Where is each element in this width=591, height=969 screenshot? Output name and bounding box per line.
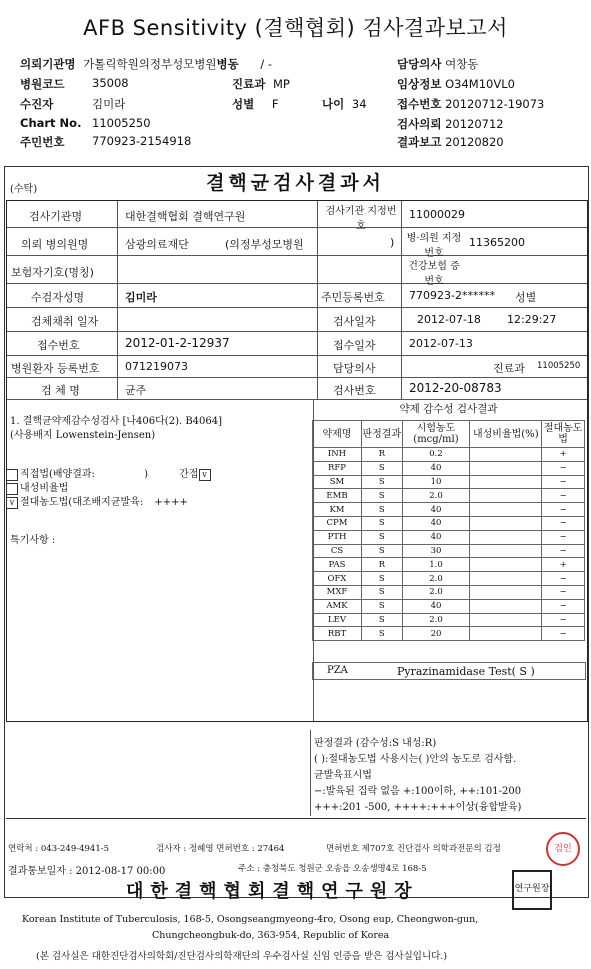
referrer-value: 가톨릭학원의정부성모병원 bbox=[83, 57, 217, 71]
accept-label: 접수번호 bbox=[397, 97, 442, 111]
examno-label: 검사번호 bbox=[333, 384, 376, 397]
resist-label: 내성비율법 bbox=[20, 483, 69, 494]
collect-label: 검체채취 일자 bbox=[31, 315, 99, 328]
exam-time: 12:29:27 bbox=[507, 313, 557, 326]
ref-label: 의뢰 병의원명 bbox=[21, 238, 89, 251]
lab-label: 검사기관명 bbox=[29, 210, 83, 223]
exam-label: 검사일자 bbox=[333, 315, 376, 328]
ratio-value bbox=[470, 613, 542, 627]
director-stamp: 연구원장 bbox=[512, 870, 552, 910]
ratio-value bbox=[470, 558, 542, 572]
header-conc: 시험농도(mcg/ml) bbox=[402, 421, 470, 448]
result-row bbox=[313, 627, 585, 641]
rrn-value: 770923-2154918 bbox=[92, 134, 192, 148]
ins-label: 보험자기호(명칭) bbox=[11, 266, 94, 279]
chart-value: 11005250 bbox=[92, 116, 151, 130]
judge-line-5: +++:201 -500, ++++:+++이상(융합발육) bbox=[314, 802, 522, 813]
conc-value: 40 bbox=[402, 599, 470, 613]
drug-name: AMK bbox=[313, 599, 362, 613]
ratio-value bbox=[470, 489, 542, 503]
absolute-value: − bbox=[542, 503, 585, 517]
dept-label: 진료과 bbox=[232, 77, 266, 91]
absolute-value: − bbox=[542, 572, 585, 586]
result-row bbox=[313, 516, 585, 530]
test-line: 1. 결핵균약제감수성검사 [나406다(2). B4064] bbox=[10, 416, 223, 427]
judge-value: R bbox=[361, 558, 402, 572]
address-kr: 주소 : 충청북도 청원군 오송읍 오송생명4로 168-5 bbox=[238, 864, 427, 874]
ins-no-label: 건강보험 증번호 bbox=[408, 261, 460, 287]
conc-value: 20 bbox=[402, 627, 470, 641]
judge-value: S bbox=[361, 530, 402, 544]
medium-line: (사용배지 Lowenstein-Jensen) bbox=[10, 430, 156, 441]
accept-value: 20120712-19073 bbox=[445, 97, 545, 111]
ratio-value bbox=[470, 544, 542, 558]
sex-doc-label: 성별 bbox=[515, 291, 537, 304]
judge-value: S bbox=[361, 503, 402, 517]
accdate-label: 접수일자 bbox=[333, 339, 376, 352]
absolute-value: ++++ bbox=[154, 497, 188, 508]
absolute-checkbox[interactable]: v bbox=[6, 497, 18, 509]
judge-value: S bbox=[361, 599, 402, 613]
result-row bbox=[313, 503, 585, 517]
absolute-value: − bbox=[542, 489, 585, 503]
patient-label: 수진자 bbox=[20, 97, 54, 111]
judge-value: S bbox=[361, 475, 402, 489]
direct-label: 직접법(배양결과: bbox=[20, 469, 95, 480]
lab-no-label: 검사기관 지정번호 bbox=[325, 206, 397, 232]
footer-note: (본 검사실은 대한진단검사의학회/진단검사의학재단의 우수검사실 신임 인증을 받은 검사실입니다.) bbox=[36, 951, 448, 962]
conc-value: 40 bbox=[402, 516, 470, 530]
judge-box bbox=[310, 730, 587, 816]
absolute-value: + bbox=[542, 558, 585, 572]
exam-value: 2012-07-18 bbox=[417, 313, 481, 326]
ward-label: 병동 bbox=[216, 57, 239, 71]
header-judge: 판정결과 bbox=[361, 421, 402, 448]
contact: 연락처 : 043-249-4941-5 bbox=[8, 844, 110, 854]
license: 면허번호 제707호 진단검사 의학과전문의 김정 bbox=[326, 844, 501, 854]
indirect-label: 간접 bbox=[179, 469, 199, 480]
ratio-value bbox=[470, 627, 542, 641]
drug-name: SM bbox=[313, 475, 362, 489]
conc-value: 2.0 bbox=[402, 489, 470, 503]
address-en-1: Korean Institute of Tuberculosis, 168-5, Osongseangmyeong-4ro, Osong eup, Cheongwon-gun, bbox=[22, 914, 479, 925]
judge-value: S bbox=[361, 613, 402, 627]
judge-line-2: ( ):절대농도법 사용시는( )안의 농도로 검사함. bbox=[314, 754, 517, 765]
conc-value: 2.0 bbox=[402, 585, 470, 599]
indirect-checkbox[interactable]: v bbox=[199, 469, 211, 481]
conc-value: 40 bbox=[402, 461, 470, 475]
drug-name: RFP bbox=[313, 461, 362, 475]
drug-name: PAS bbox=[313, 558, 362, 572]
pza-row bbox=[312, 662, 586, 680]
rrn-doc-label: 주민등록번호 bbox=[321, 291, 385, 304]
result-row bbox=[313, 448, 585, 462]
drug-name: LEV bbox=[313, 613, 362, 627]
absolute-value: − bbox=[542, 599, 585, 613]
ratio-value bbox=[470, 516, 542, 530]
sex-label: 성별 bbox=[232, 97, 255, 111]
hospcode-value: 35008 bbox=[92, 76, 129, 90]
conc-value: 10 bbox=[402, 475, 470, 489]
name-value: 김미라 bbox=[125, 291, 157, 304]
absolute-value: − bbox=[542, 585, 585, 599]
result-row bbox=[313, 613, 585, 627]
ratio-value bbox=[470, 475, 542, 489]
ratio-value bbox=[470, 585, 542, 599]
drug-name: INH bbox=[313, 448, 362, 462]
conc-value: 40 bbox=[402, 503, 470, 517]
header-ratio: 내성비율법(%) bbox=[470, 421, 542, 448]
judge-value: S bbox=[361, 489, 402, 503]
reqdate-value: 20120712 bbox=[445, 117, 504, 131]
special-notes: 특기사항 : bbox=[10, 535, 56, 546]
judge-value: S bbox=[361, 627, 402, 641]
ratio-value bbox=[470, 503, 542, 517]
judge-line-4: −:발육된 집락 없음 +:100이하, ++:101-200 bbox=[314, 786, 522, 797]
result-row bbox=[313, 489, 585, 503]
ward-value: / - bbox=[260, 57, 273, 71]
conc-value: 0.2 bbox=[402, 448, 470, 462]
result-body bbox=[313, 448, 585, 641]
dept-doc-value: 11005250 bbox=[537, 361, 581, 371]
conc-value: 40 bbox=[402, 530, 470, 544]
reqdate-label: 검사의뢰 bbox=[397, 117, 442, 131]
drug-name: OFX bbox=[313, 572, 362, 586]
doctor-value: 여창동 bbox=[445, 57, 479, 71]
examiner: 검사자 : 정혜영 면허번호 : 27464 bbox=[156, 844, 285, 854]
conc-value: 1.0 bbox=[402, 558, 470, 572]
acc-label: 접수번호 bbox=[37, 339, 80, 352]
absolute-label: 절대농도법(대조배지균발육: bbox=[20, 497, 144, 508]
ratio-value bbox=[470, 599, 542, 613]
result-row bbox=[313, 585, 585, 599]
chart-label: Chart No. bbox=[20, 116, 82, 130]
hosreg-label: 병원환자 등록번호 bbox=[11, 362, 100, 375]
result-header-row bbox=[313, 421, 585, 448]
header-absolute: 절대농도법 bbox=[542, 421, 585, 448]
report-date: 결과통보일자 : 2012-08-17 00:00 bbox=[8, 866, 166, 877]
result-title: 약제 감수성 검사결과 bbox=[399, 403, 498, 415]
divider bbox=[6, 818, 586, 819]
result-table bbox=[312, 420, 585, 641]
ref-no-value: 11365200 bbox=[469, 236, 525, 249]
conc-value: 2.0 bbox=[402, 613, 470, 627]
absolute-value: − bbox=[542, 475, 585, 489]
absolute-value: + bbox=[542, 448, 585, 462]
doc-heading: 결핵균검사결과서 bbox=[206, 172, 385, 194]
absolute-value: − bbox=[542, 544, 585, 558]
lab-no-value: 11000029 bbox=[409, 208, 465, 221]
clinical-value: O34M10VL0 bbox=[445, 77, 515, 91]
spec-label: 검 체 명 bbox=[41, 384, 80, 397]
rrn-label: 주민번호 bbox=[20, 135, 65, 149]
ref-value: 삼광의료재단 bbox=[125, 238, 189, 251]
dept-doc-label: 진료과 bbox=[493, 362, 525, 375]
ratio-value bbox=[470, 448, 542, 462]
direct-close: ) bbox=[144, 469, 148, 480]
absolute-value: − bbox=[542, 461, 585, 475]
drug-name: CPM bbox=[313, 516, 362, 530]
page-title: AFB Sensitivity (결핵협회) 검사결과보고서 bbox=[83, 16, 508, 40]
result-row bbox=[313, 558, 585, 572]
result-row bbox=[313, 475, 585, 489]
result-row bbox=[313, 530, 585, 544]
absolute-row bbox=[6, 493, 188, 509]
drug-name: EMB bbox=[313, 489, 362, 503]
pza-value: Pyrazinamidase Test( S ) bbox=[397, 665, 535, 678]
drug-name: CS bbox=[313, 544, 362, 558]
result-row bbox=[313, 461, 585, 475]
hosreg-value: 071219073 bbox=[125, 360, 188, 373]
absolute-value: − bbox=[542, 516, 585, 530]
examno-value: 2012-20-08783 bbox=[409, 381, 502, 395]
absolute-value: − bbox=[542, 613, 585, 627]
judge-value: S bbox=[361, 572, 402, 586]
accdate-value: 2012-07-13 bbox=[409, 337, 473, 350]
spec-value: 균주 bbox=[125, 384, 147, 397]
result-row bbox=[313, 599, 585, 613]
ratio-value bbox=[470, 572, 542, 586]
conc-value: 30 bbox=[402, 544, 470, 558]
hospcode-label: 병원코드 bbox=[20, 77, 65, 91]
name-label: 수검자성명 bbox=[31, 291, 85, 304]
sex-value: F bbox=[271, 97, 279, 111]
dept-value: MP bbox=[272, 77, 290, 91]
judge-line-1: 판정결과 (감수성:S 내성:R) bbox=[314, 738, 437, 749]
judge-value: S bbox=[361, 585, 402, 599]
result-row bbox=[313, 544, 585, 558]
doctor-label: 담당의사 bbox=[397, 57, 442, 71]
acc-value: 2012-01-2-12937 bbox=[125, 336, 230, 350]
report-label: 결과보고 bbox=[397, 135, 442, 149]
judge-value: R bbox=[361, 448, 402, 462]
result-row bbox=[313, 572, 585, 586]
referrer-label: 의뢰기관명 bbox=[20, 57, 76, 71]
institute-name: 대한결핵협회결핵연구원장 bbox=[126, 881, 419, 902]
judge-value: S bbox=[361, 516, 402, 530]
doc-tag: (수탁) bbox=[10, 184, 38, 195]
drug-name: KM bbox=[313, 503, 362, 517]
patient-value: 김미라 bbox=[92, 97, 126, 111]
drug-name: RBT bbox=[313, 627, 362, 641]
clinical-label: 임상정보 bbox=[397, 77, 442, 91]
age-value: 34 bbox=[351, 97, 367, 111]
referrer-row bbox=[20, 56, 272, 72]
doc-label: 담당의사 bbox=[333, 362, 376, 375]
age-label: 나이 bbox=[322, 97, 345, 111]
absolute-value: − bbox=[542, 627, 585, 641]
conc-value: 2.0 bbox=[402, 572, 470, 586]
absolute-value: − bbox=[542, 530, 585, 544]
judge-value: S bbox=[361, 461, 402, 475]
pza-label: PZA bbox=[327, 665, 348, 676]
report-value: 20120820 bbox=[445, 135, 504, 149]
ref-no-label: 병·의원 지정번호 bbox=[406, 233, 462, 259]
ratio-value bbox=[470, 461, 542, 475]
judge-line-3: 균발육표시법 bbox=[314, 770, 372, 781]
seal-stamp: 검인 bbox=[546, 832, 580, 866]
ref-value2: (의정부성모병원 bbox=[225, 238, 304, 251]
address-en-2: Chungcheongbuk-do, 363-954, Republic of Korea bbox=[152, 930, 390, 941]
judge-value: S bbox=[361, 544, 402, 558]
lab-value: 대한결핵협회 결핵연구원 bbox=[125, 210, 246, 223]
drug-name: MXF bbox=[313, 585, 362, 599]
ref-value2-close: ) bbox=[390, 236, 395, 249]
drug-name: PTH bbox=[313, 530, 362, 544]
header-drug: 약제명 bbox=[313, 421, 362, 448]
ratio-value bbox=[470, 530, 542, 544]
rrn-doc-value: 770923-2****** bbox=[409, 289, 495, 302]
